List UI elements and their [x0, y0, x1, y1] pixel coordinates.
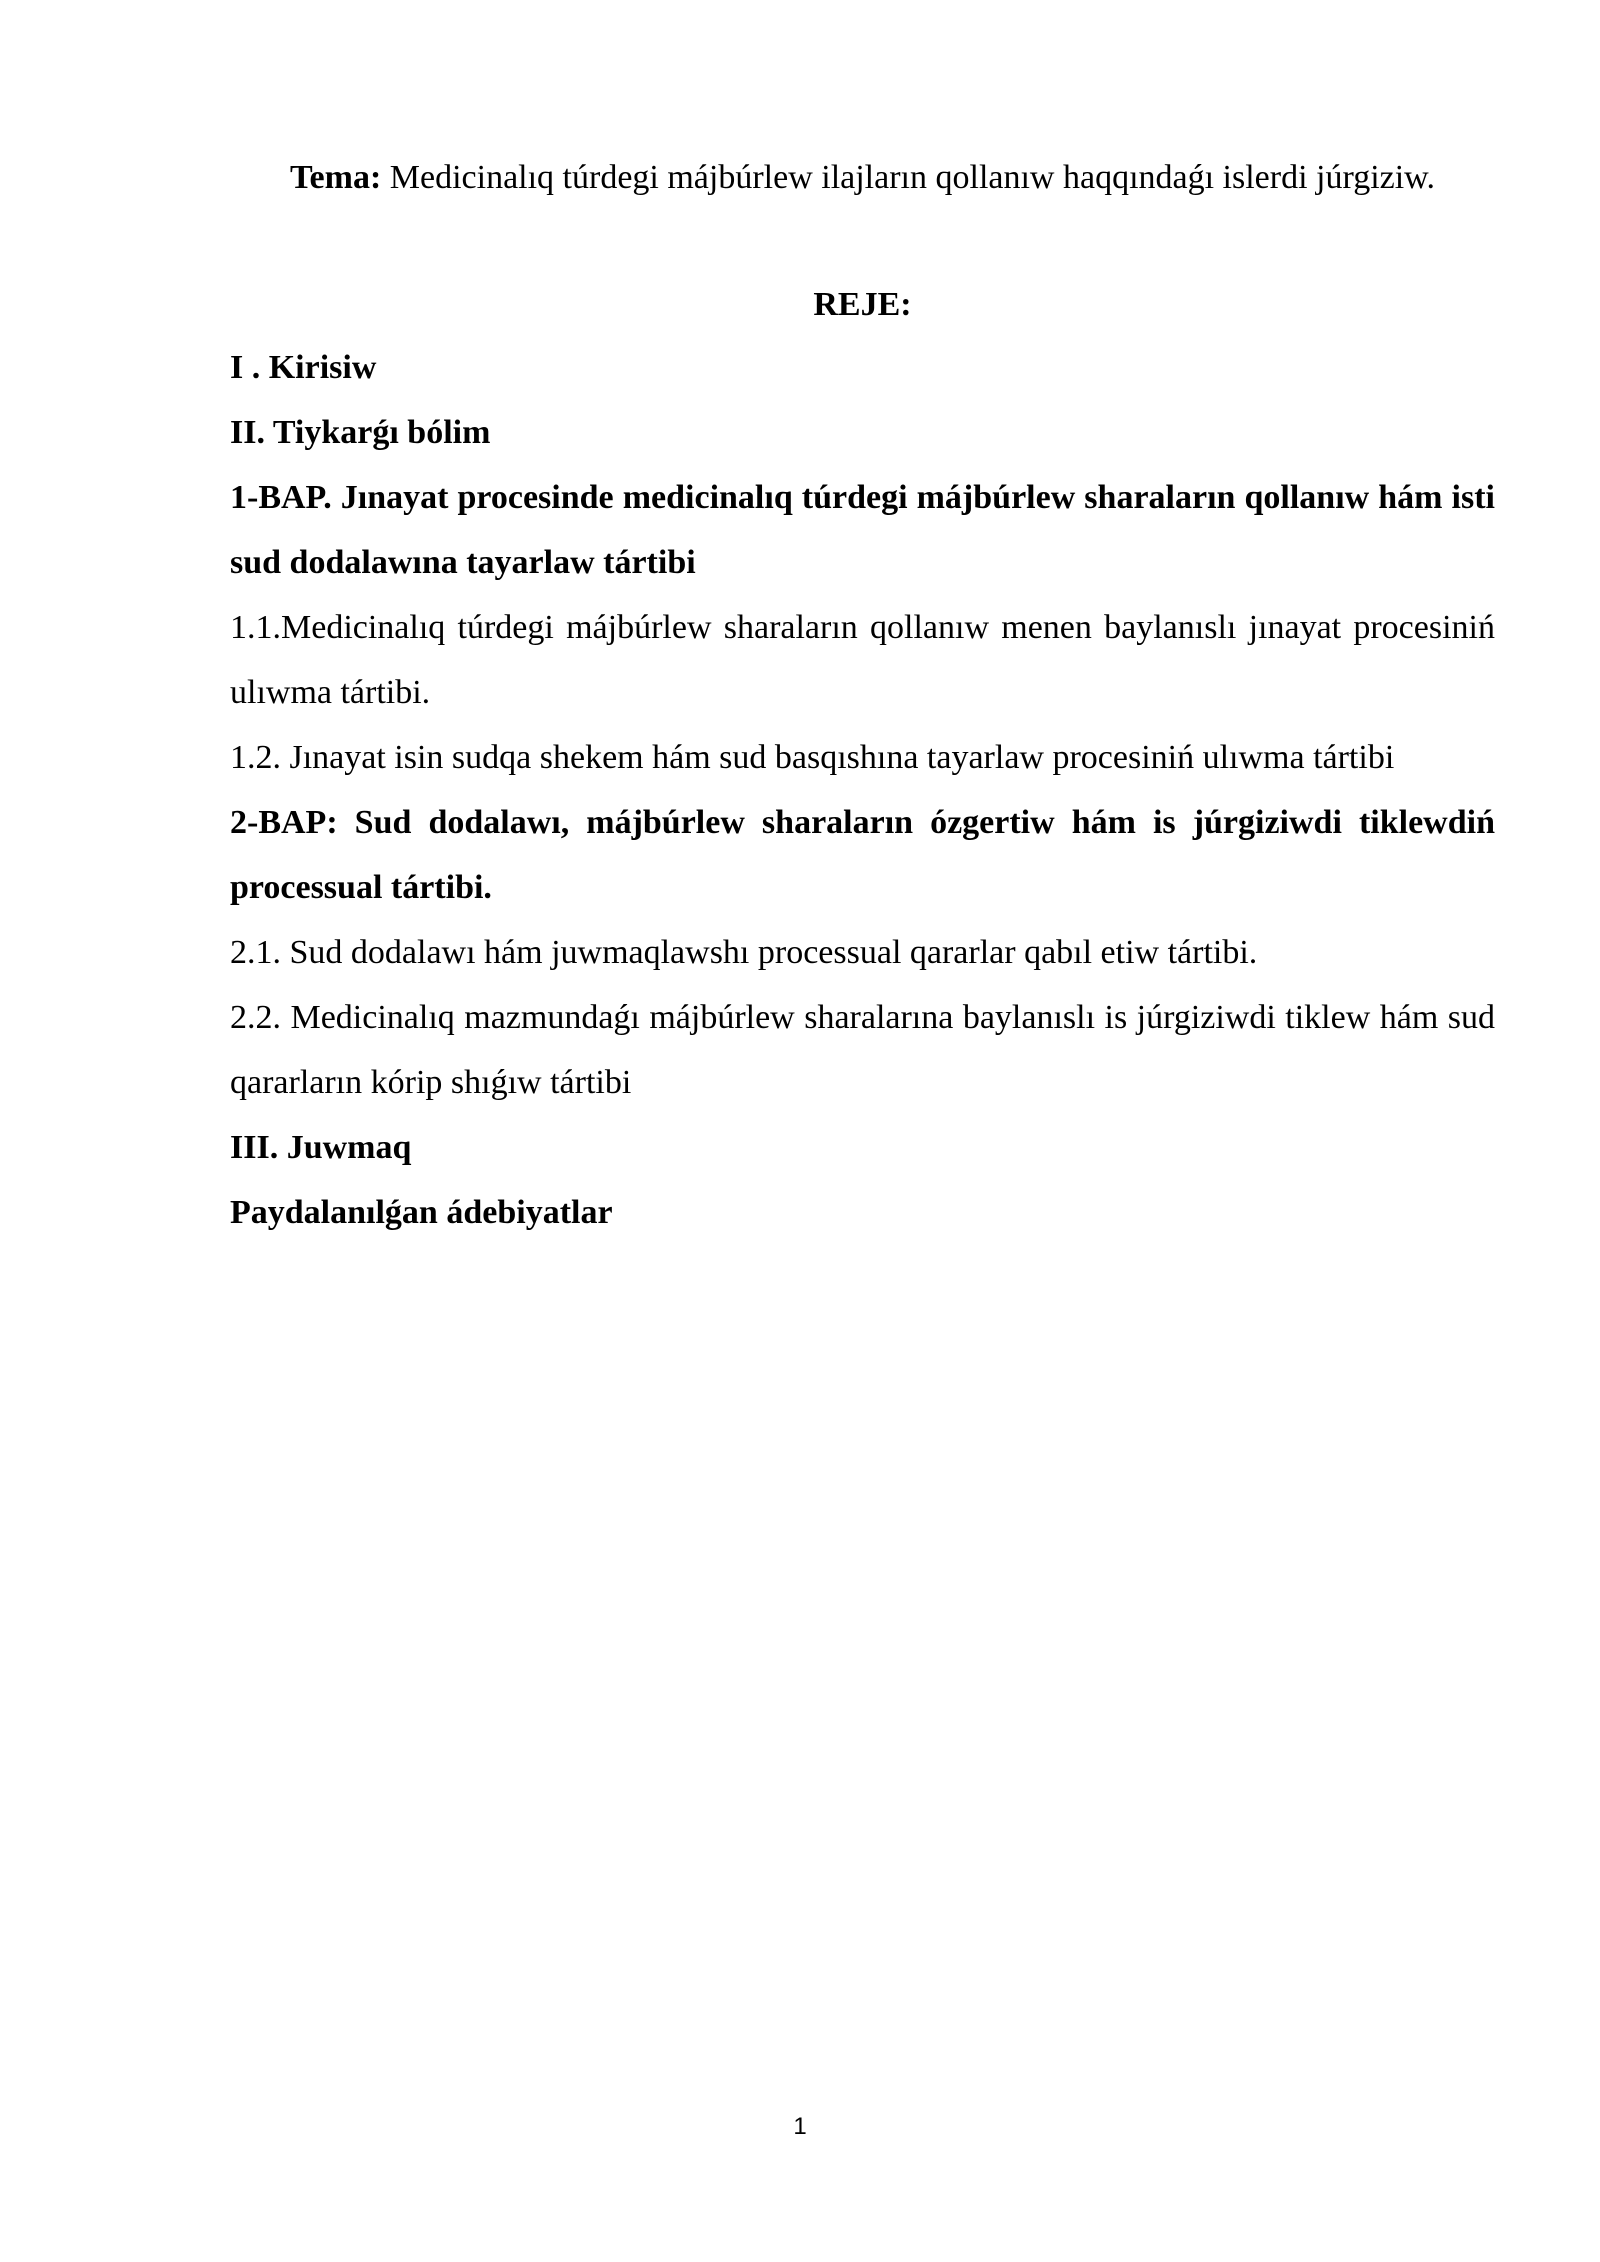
document-title: [270, 145, 1455, 210]
plan-item-section-1-2: 1.2. Jınayat isin sudqa shekem hám sud basqıshına tayarlaw procesiniń ulıwma tártibi: [230, 739, 1395, 776]
plan-item-section-1-1: 1.1.Medicinalıq túrdegi májbúrlew sharaların qollanıw menen baylanıslı jınayat procesiniń ulıwma tártibi.: [230, 609, 1495, 711]
title-text: Medicinalıq túrdegi májbúrlew ilajların qollanıw haqqındaǵı islerdi júrgiziw.: [381, 159, 1436, 196]
plan-item-conclusion: III. Juwmaq: [230, 1129, 412, 1166]
plan-item-chapter-2: 2-BAP: Sud dodalawı, májbúrlew sharaların ózgertiw hám is júrgiziwdi tiklewdiń processual tártibi.: [230, 804, 1495, 906]
plan-item-chapter-1: 1-BAP. Jınayat procesinde medicinalıq túrdegi májbúrlew sharaların qollanıw hám isti sud dodalawına tayarlaw tártibi: [230, 479, 1495, 581]
plan-item-introduction: I . Kirisiw: [230, 349, 377, 386]
plan-item-main-part: II. Tiykarǵı bólim: [230, 414, 491, 451]
page-number: 1: [793, 2113, 807, 2140]
plan-item-section-2-2: 2.2. Medicinalıq mazmundaǵı májbúrlew sharalarına baylanıslı is júrgiziwdi tiklew hám sud qararların kórip shıǵıw tártibi: [230, 999, 1495, 1101]
plan-heading: REJE:: [813, 286, 912, 323]
page-content: [230, 145, 1495, 1245]
plan-item-section-2-1: 2.1. Sud dodalawı hám juwmaqlawshı processual qararlar qabıl etiw tártibi.: [230, 934, 1258, 971]
spacer: [230, 210, 1495, 275]
title-label: Tema:: [289, 159, 382, 196]
plan-item-references: Paydalanılǵan ádebiyatlar: [230, 1194, 613, 1231]
